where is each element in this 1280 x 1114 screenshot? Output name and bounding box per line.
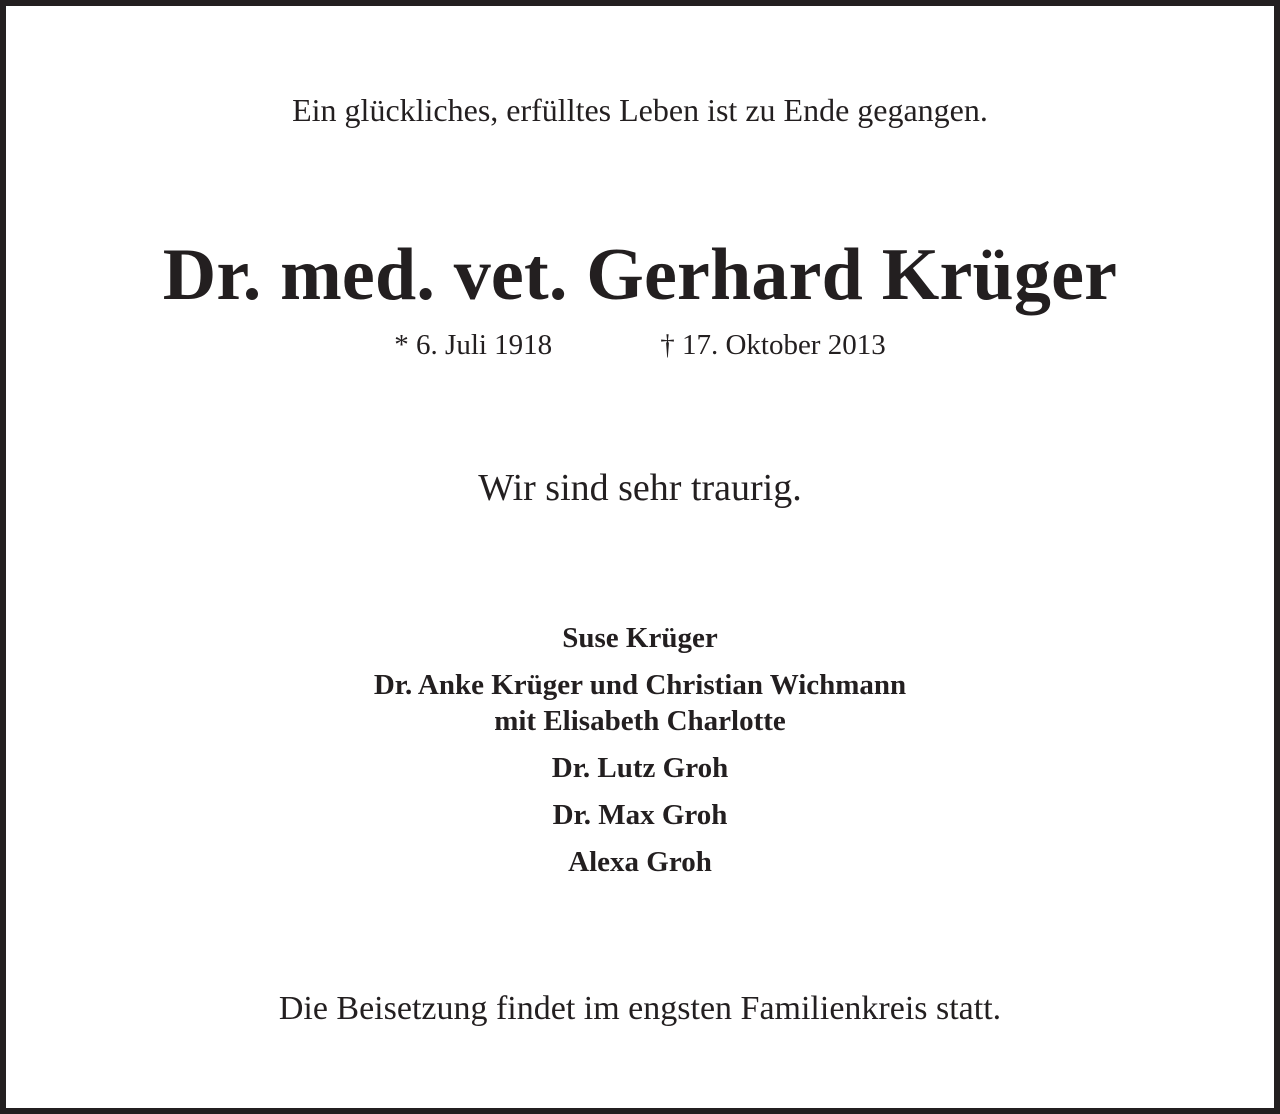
mourner-item — [6, 844, 1274, 880]
mourner-item — [6, 667, 1274, 739]
mourner-name: Suse Krüger — [562, 622, 718, 654]
mourner-name: Dr. Max Groh — [552, 799, 728, 831]
mourner-item — [6, 620, 1274, 656]
closing-line: Die Beisetzung findet im engsten Familienkreis statt. — [278, 990, 1002, 1027]
birth-date: * 6. Juli 1918 — [394, 329, 553, 361]
sentiment-line: Wir sind sehr traurig. — [478, 467, 802, 509]
life-dates — [6, 331, 1274, 360]
mourner-item — [6, 797, 1274, 833]
mourners-list — [6, 620, 1274, 891]
mourner-name: Dr. Anke Krüger und Christian Wichmann — [373, 669, 907, 701]
deceased-name: Dr. med. vet. Gerhard Krüger — [162, 234, 1118, 316]
mourner-name: Dr. Lutz Groh — [551, 752, 729, 784]
intro-line: Ein glückliches, erfülltes Leben ist zu Ende gegangen. — [292, 92, 988, 128]
mourner-name-continuation: mit Elisabeth Charlotte — [494, 705, 786, 737]
mourner-item — [6, 750, 1274, 786]
mourner-name: Alexa Groh — [568, 846, 712, 878]
death-date: † 17. Oktober 2013 — [660, 329, 886, 361]
